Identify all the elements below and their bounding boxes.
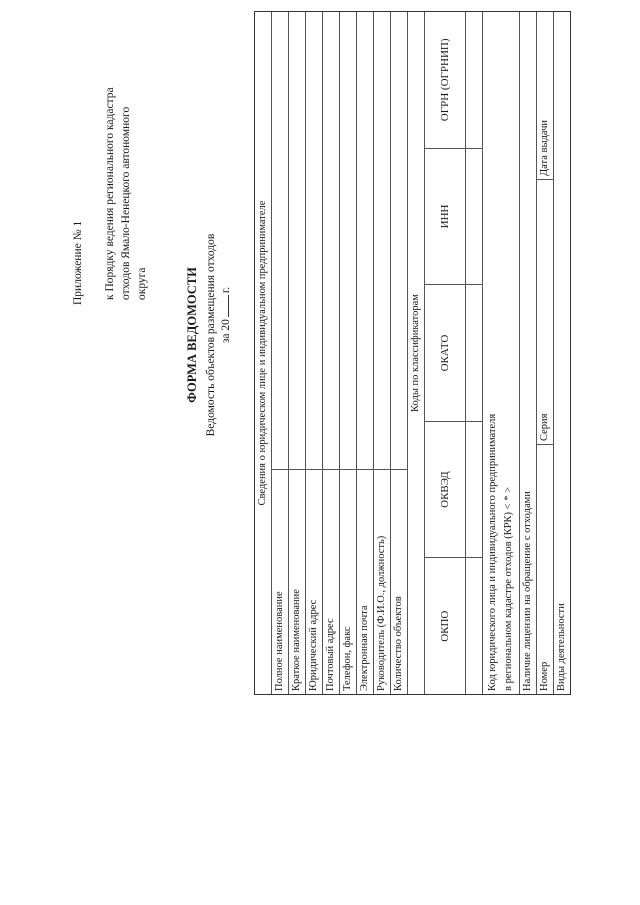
registry-form-table	[254, 11, 571, 695]
row-value-director[interactable]	[374, 12, 390, 469]
row-value-postal-address[interactable]	[323, 12, 339, 469]
code-ogrn: ОГРН (ОГРНИП)	[439, 38, 451, 122]
codes-header: Коды по классификаторам	[410, 294, 421, 412]
license-fields-row	[536, 12, 553, 694]
section-header: Сведения о юридическом лице и индивидуальном предпринимателе	[257, 200, 268, 506]
krk-label-line1: Код юридического лица и индивидуального предпринимателя	[487, 413, 498, 691]
row-label-short-name: Краткое наименование	[289, 469, 305, 694]
row-value-email[interactable]	[357, 12, 373, 469]
row-label-object-count: Количество объектов	[391, 469, 407, 694]
row-label-email: Электронная почта	[357, 469, 373, 694]
form-title: ФОРМА ВЕДОМОСТИ	[185, 267, 199, 403]
row-value-full-name[interactable]	[272, 12, 288, 469]
activities-label: Виды деятельности	[556, 603, 567, 691]
codes-values-row	[465, 12, 482, 694]
form-subtitle: Ведомость объектов размещения отходов	[205, 233, 217, 437]
license-date-label: Дата выдачи	[539, 119, 550, 176]
row-value-phone-fax[interactable]	[340, 12, 356, 469]
row-label-postal-address: Почтовый адрес	[323, 469, 339, 694]
row-value-legal-address[interactable]	[306, 12, 322, 469]
code-inn-value[interactable]	[466, 148, 482, 285]
row-label-director: Руководитель (Ф.И.О., должность)	[374, 469, 390, 694]
appendix-label: Приложение № 1	[72, 220, 84, 305]
license-series-label: Серия	[537, 179, 553, 444]
krk-row	[482, 12, 519, 694]
license-number-label: Номер	[537, 444, 553, 694]
code-okpo: ОКПО	[425, 557, 465, 694]
order-reference-line: округа	[136, 267, 148, 300]
code-inn: ИНН	[425, 148, 465, 285]
code-okato-value[interactable]	[466, 284, 482, 421]
row-value-short-name[interactable]	[289, 12, 305, 469]
period-suffix: г.	[220, 286, 232, 294]
row-label-full-name: Полное наименование	[272, 469, 288, 694]
code-ogrn-value[interactable]	[466, 12, 482, 148]
row-value-object-count[interactable]	[391, 12, 407, 469]
code-okpo-value[interactable]	[466, 557, 482, 694]
code-okved-value[interactable]	[466, 421, 482, 558]
codes-row	[424, 12, 465, 694]
row-label-phone-fax: Телефон, факс	[340, 469, 356, 694]
code-okved: ОКВЭД	[425, 421, 465, 558]
period-prefix: за 20	[220, 319, 232, 344]
row-label-legal-address: Юридический адрес	[306, 469, 322, 694]
report-period	[220, 0, 232, 905]
code-okato: ОКАТО	[425, 284, 465, 421]
license-header: Наличие лицензии на обращение с отходами	[522, 491, 533, 691]
order-reference-line: к Порядку ведения регионального кадастра	[104, 87, 116, 300]
order-reference	[102, 87, 150, 300]
order-reference-line: отходов Ямало-Ненецкого автономного	[120, 106, 132, 300]
krk-label-line2: в региональном кадастре отходов (КРК) < * >	[503, 486, 514, 691]
